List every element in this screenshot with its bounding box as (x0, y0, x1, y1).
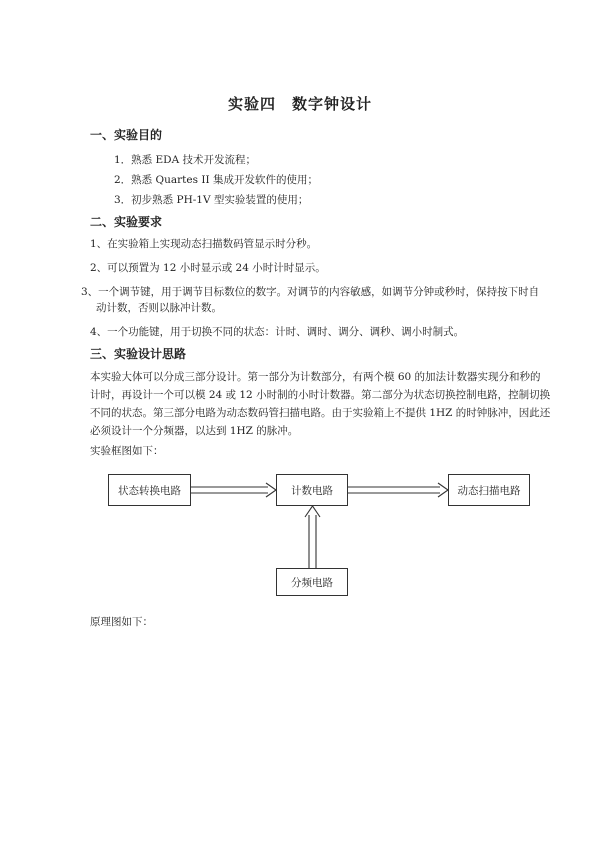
arrow-divider-to-counter (305, 506, 320, 568)
section-heading-requirements: 二、实验要求 (90, 215, 163, 229)
paragraph-line: 必须设计一个分频器，以达到 1HZ 的脉冲。 (90, 425, 299, 437)
paragraph-line: 不同的状态。第三部分电路为动态数码管扫描电路。由于实验箱上不提供 1HZ 的时钟脉冲，因此还 (90, 407, 551, 419)
requirement-item: 4、一个功能键，用于切换不同的状态：计时、调时、调分、调秒、调小时制式。 (90, 326, 465, 338)
state-switch-box: 状态转换电路 (108, 474, 191, 506)
frequency-divider-box: 分频电路 (276, 568, 348, 596)
section-heading-design: 三、实验设计思路 (90, 347, 187, 361)
requirement-item-continuation: 动计数，否则以脉冲计数。 (96, 302, 222, 314)
paragraph-line: 本实验大体可以分成三部分设计。第一部分为计数部分，有两个模 60 的加法计数器实现分和秒的 (90, 371, 541, 383)
section-heading-objectives: 一、实验目的 (90, 128, 163, 142)
schematic-caption: 原理图如下： (90, 616, 153, 628)
objective-item: 2．熟悉 Quartes II 集成开发软件的使用； (114, 174, 318, 186)
arrow-state-to-counter (190, 483, 276, 497)
counter-box: 计数电路 (276, 474, 348, 506)
requirement-item: 2、可以预置为 12 小时显示或 24 小时计时显示。 (90, 262, 326, 274)
objective-item: 3．初步熟悉 PH-1V 型实验装置的使用； (114, 194, 309, 206)
paragraph-line: 计时，再设计一个可以模 24 或 12 小时制的小时计数器。第二部分为状态切换控制电路，控制切换 (90, 389, 551, 401)
requirement-item: 3、一个调节键，用于调节目标数位的数字。对调节的内容敏感，如调节分钟或秒时，保持按下时自 (81, 286, 540, 298)
dynamic-scan-box: 动态扫描电路 (448, 474, 530, 506)
requirement-item: 1、在实验箱上实现动态扫描数码管显示时分秒。 (90, 238, 318, 250)
diagram-caption: 实验框图如下： (90, 445, 164, 457)
arrow-counter-to-scan (347, 483, 448, 497)
objective-item: 1．熟悉 EDA 技术开发流程； (114, 154, 257, 166)
page-title: 实验四 数字钟设计 (227, 95, 372, 113)
